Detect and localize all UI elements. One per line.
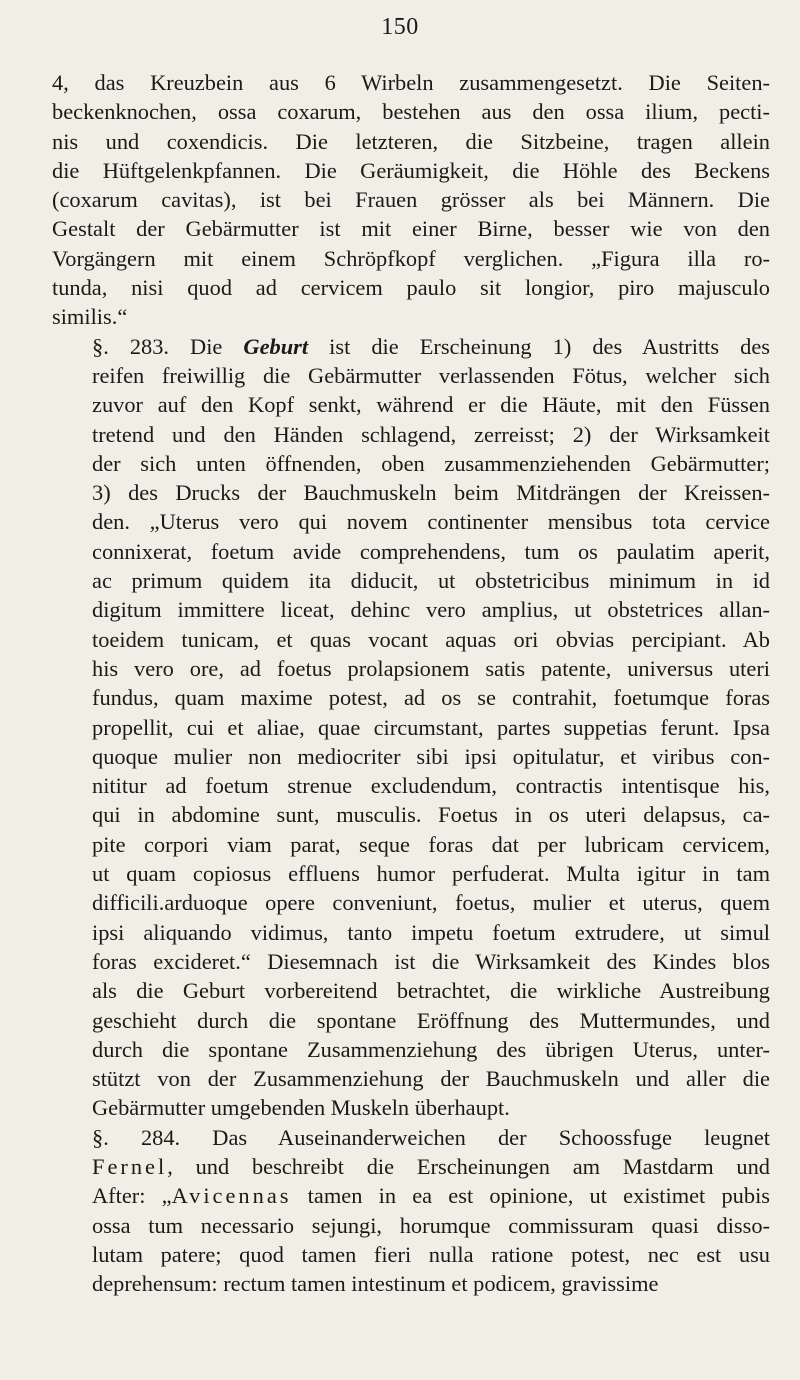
text-line: After: „Avicennas tamen in ea est opinione, ut existimet pubis bbox=[92, 1183, 771, 1209]
text-line: Vorgängern mit einem Schröpfkopf verglichen. „Figura illa ro- bbox=[52, 245, 770, 271]
text-line: (coxarum cavitas), ist bei Frauen grösser als bei Männern. Die bbox=[52, 187, 770, 213]
text-line: deprehensum: rectum tamen intestinum et podicem, gravissime bbox=[92, 1271, 659, 1297]
text-line: 4, das Kreuzbein aus 6 Wirbeln zusammengesetzt. Die Seiten- bbox=[52, 70, 770, 95]
text-line: ossa tum necessario sejungi, horumque commissuram quasi disso- bbox=[92, 1212, 770, 1238]
text-line: zuvor auf den Kopf senkt, während er die Häute, mit den Füssen bbox=[92, 392, 770, 418]
text-line: Gebärmutter umgebenden Muskeln überhaupt. bbox=[92, 1095, 510, 1121]
text-line: tunda, nisi quod ad cervicem paulo sit longior, piro majusculo bbox=[52, 275, 770, 301]
text-line: Fernel, und beschreibt die Erscheinungen am Mastdarm und bbox=[92, 1153, 770, 1179]
text-line: ac primum quidem ita diducit, ut obstetricibus minimum in id bbox=[92, 568, 770, 594]
text-line: §. 284. Das Auseinanderweichen der Schoossfuge leugnet bbox=[92, 1124, 770, 1150]
paragraph-2 bbox=[52, 332, 770, 1123]
text-line: 3) des Drucks der Bauchmuskeln beim Mitdrängen der Kreissen- bbox=[92, 480, 770, 506]
text-line: toeidem tunicam, et quas vocant aquas ori obvias percipiant. Ab bbox=[92, 626, 770, 652]
text-line: pite corpori viam parat, seque foras dat per lubricam cervicem, bbox=[92, 831, 770, 857]
text-line: tretend und den Händen schlagend, zerreisst; 2) der Wirksamkeit bbox=[92, 421, 770, 447]
paragraph-3 bbox=[52, 1123, 770, 1299]
text-line: connixerat, foetum avide comprehendens, tum os paulatim aperit, bbox=[92, 538, 770, 564]
text-line: foras excideret.“ Diesemnach ist die Wirksamkeit des Kindes blos bbox=[92, 948, 770, 974]
text-line: similis.“ bbox=[52, 304, 128, 330]
text-line: ut quam copiosus effluens humor perfuderat. Multa igitur in tam bbox=[92, 861, 770, 887]
text-line: ipsi aliquando vidimus, tanto impetu foetum extrudere, ut simul bbox=[92, 919, 770, 945]
text-line: nis und coxendicis. Die letzteren, die Sitzbeine, tragen allein bbox=[52, 128, 770, 154]
emphasis-geburt: Geburt bbox=[243, 333, 309, 359]
name-avicennas: Avicennas bbox=[171, 1183, 292, 1209]
text-line: reifen freiwillig die Gebärmutter verlassenden Fötus, welcher sich bbox=[92, 362, 770, 388]
text-line: beckenknochen, ossa coxarum, bestehen aus den ossa ilium, pecti- bbox=[52, 99, 770, 125]
text-line: der sich unten öffnenden, oben zusammenziehenden Gebärmutter; bbox=[92, 450, 770, 476]
text-line: §. 283. Die Geburt ist die Erscheinung 1) des Austritts des bbox=[92, 333, 770, 359]
text-line: durch die spontane Zusammenziehung des übrigen Uterus, unter- bbox=[92, 1036, 770, 1062]
name-fernel: Fernel bbox=[92, 1153, 168, 1179]
text-line: qui in abdomine sunt, musculis. Foetus in os uteri delapsus, ca- bbox=[92, 802, 770, 828]
text-line: fundus, quam maxime potest, ad os se contrahit, foetumque foras bbox=[92, 685, 770, 711]
text-line: nititur ad foetum strenue excludendum, contractis intentisque his, bbox=[92, 773, 770, 799]
paragraph-1 bbox=[52, 68, 770, 332]
text-line: difficili.arduoque opere conveniunt, foetus, mulier et uterus, quem bbox=[92, 890, 770, 916]
text-line: den. „Uterus vero qui novem continenter mensibus tota cervice bbox=[92, 509, 770, 535]
text-line: lutam patere; quod tamen fieri nulla ratione potest, nec est usu bbox=[92, 1241, 770, 1267]
text-line: digitum immittere liceat, dehinc vero amplius, ut obstetrices allan- bbox=[92, 597, 770, 623]
text-line: stützt von der Zusammenziehung der Bauchmuskeln und aller die bbox=[92, 1066, 770, 1092]
body-text bbox=[52, 68, 770, 1298]
text-line: quoque mulier non mediocriter sibi ipsi opitulatur, et viribus con- bbox=[92, 743, 770, 769]
text-line: propellit, cui et aliae, quae circumstant, partes suppetias ferunt. Ipsa bbox=[92, 714, 770, 740]
text-line: die Hüftgelenkpfannen. Die Geräumigkeit, die Höhle des Beckens bbox=[52, 157, 770, 183]
text-line: Gestalt der Gebärmutter ist mit einer Birne, besser wie von den bbox=[52, 216, 770, 242]
text-line: als die Geburt vorbereitend betrachtet, die wirkliche Austreibung bbox=[92, 978, 770, 1004]
page-number: 150 bbox=[381, 14, 419, 40]
text-line: geschieht durch die spontane Eröffnung des Muttermundes, und bbox=[92, 1007, 770, 1033]
text-line: his vero ore, ad foetus prolapsionem satis patente, universus uteri bbox=[92, 655, 770, 681]
